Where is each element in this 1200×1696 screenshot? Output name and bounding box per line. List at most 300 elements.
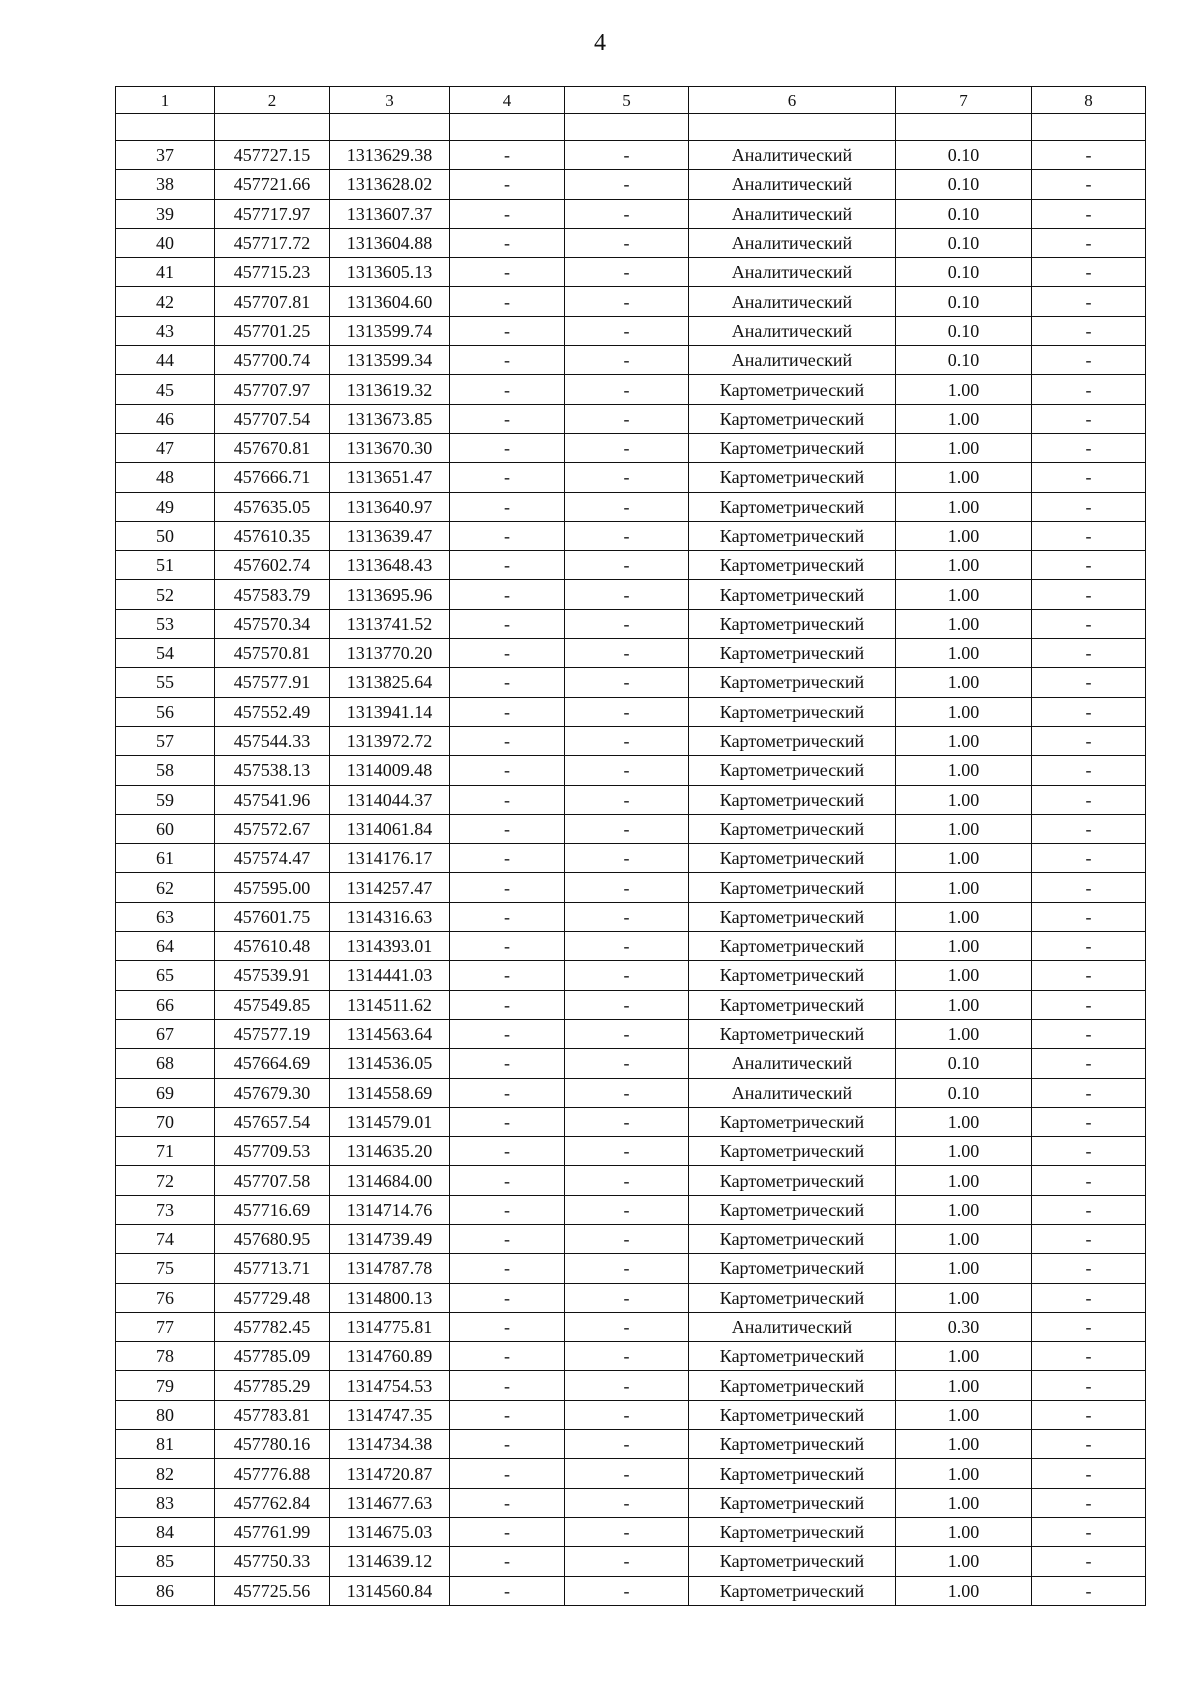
x-coordinate-cell: 457713.71 xyxy=(215,1254,330,1283)
y-coordinate-cell: 1314511.62 xyxy=(330,990,450,1019)
method-cell: Картометрический xyxy=(689,932,896,961)
y-coordinate-cell: 1314720.87 xyxy=(330,1459,450,1488)
table-row xyxy=(116,961,1146,990)
y-coordinate-cell: 1314560.84 xyxy=(330,1576,450,1605)
col4-cell: - xyxy=(450,932,565,961)
x-coordinate-cell: 457785.29 xyxy=(215,1371,330,1400)
col5-cell: - xyxy=(565,228,689,257)
table-row xyxy=(116,1488,1146,1517)
col4-cell: - xyxy=(450,521,565,550)
col8-cell: - xyxy=(1032,1342,1146,1371)
y-coordinate-cell: 1314009.48 xyxy=(330,756,450,785)
col8-cell: - xyxy=(1032,433,1146,462)
table-row xyxy=(116,580,1146,609)
x-coordinate-cell: 457538.13 xyxy=(215,756,330,785)
col4-cell: - xyxy=(450,316,565,345)
y-coordinate-cell: 1314536.05 xyxy=(330,1049,450,1078)
point-number-cell: 50 xyxy=(116,521,215,550)
point-number-cell: 58 xyxy=(116,756,215,785)
point-number-cell: 42 xyxy=(116,287,215,316)
x-coordinate-cell: 457664.69 xyxy=(215,1049,330,1078)
col5-cell: - xyxy=(565,1488,689,1517)
accuracy-cell: 1.00 xyxy=(896,1488,1032,1517)
table-row xyxy=(116,1430,1146,1459)
x-coordinate-cell: 457785.09 xyxy=(215,1342,330,1371)
col5-cell: - xyxy=(565,668,689,697)
col8-cell: - xyxy=(1032,404,1146,433)
y-coordinate-cell: 1314747.35 xyxy=(330,1400,450,1429)
table-row xyxy=(116,844,1146,873)
table-row xyxy=(116,902,1146,931)
col5-cell: - xyxy=(565,902,689,931)
col4-cell: - xyxy=(450,1517,565,1546)
col5-cell: - xyxy=(565,1224,689,1253)
col8-cell: - xyxy=(1032,814,1146,843)
coordinates-table xyxy=(115,86,1146,1606)
col8-cell: - xyxy=(1032,258,1146,287)
col5-cell: - xyxy=(565,1078,689,1107)
point-number-cell: 54 xyxy=(116,639,215,668)
col8-cell: - xyxy=(1032,639,1146,668)
column-header: 4 xyxy=(450,87,565,114)
col5-cell: - xyxy=(565,961,689,990)
col4-cell: - xyxy=(450,668,565,697)
col4-cell: - xyxy=(450,726,565,755)
accuracy-cell: 1.00 xyxy=(896,1547,1032,1576)
table-row xyxy=(116,1547,1146,1576)
col4-cell: - xyxy=(450,873,565,902)
table-row xyxy=(116,346,1146,375)
x-coordinate-cell: 457727.15 xyxy=(215,141,330,170)
x-coordinate-cell: 457701.25 xyxy=(215,316,330,345)
col5-cell: - xyxy=(565,697,689,726)
point-number-cell: 40 xyxy=(116,228,215,257)
col4-cell: - xyxy=(450,1019,565,1048)
accuracy-cell: 0.10 xyxy=(896,316,1032,345)
method-cell: Картометрический xyxy=(689,785,896,814)
point-number-cell: 51 xyxy=(116,551,215,580)
col8-cell: - xyxy=(1032,1049,1146,1078)
x-coordinate-cell: 457670.81 xyxy=(215,433,330,462)
table-row xyxy=(116,1019,1146,1048)
accuracy-cell: 1.00 xyxy=(896,551,1032,580)
method-cell: Картометрический xyxy=(689,1400,896,1429)
empty-cell xyxy=(330,114,450,141)
x-coordinate-cell: 457707.58 xyxy=(215,1166,330,1195)
table-row xyxy=(116,1166,1146,1195)
col8-cell: - xyxy=(1032,1019,1146,1048)
point-number-cell: 53 xyxy=(116,609,215,638)
y-coordinate-cell: 1314579.01 xyxy=(330,1107,450,1136)
x-coordinate-cell: 457666.71 xyxy=(215,463,330,492)
col8-cell: - xyxy=(1032,551,1146,580)
x-coordinate-cell: 457577.91 xyxy=(215,668,330,697)
col4-cell: - xyxy=(450,1371,565,1400)
point-number-cell: 69 xyxy=(116,1078,215,1107)
point-number-cell: 46 xyxy=(116,404,215,433)
col8-cell: - xyxy=(1032,1224,1146,1253)
empty-cell xyxy=(689,114,896,141)
point-number-cell: 75 xyxy=(116,1254,215,1283)
col4-cell: - xyxy=(450,1576,565,1605)
col4-cell: - xyxy=(450,375,565,404)
accuracy-cell: 1.00 xyxy=(896,580,1032,609)
col5-cell: - xyxy=(565,932,689,961)
x-coordinate-cell: 457541.96 xyxy=(215,785,330,814)
table-row xyxy=(116,551,1146,580)
x-coordinate-cell: 457552.49 xyxy=(215,697,330,726)
accuracy-cell: 1.00 xyxy=(896,404,1032,433)
col8-cell: - xyxy=(1032,1166,1146,1195)
col4-cell: - xyxy=(450,141,565,170)
col8-cell: - xyxy=(1032,170,1146,199)
y-coordinate-cell: 1313648.43 xyxy=(330,551,450,580)
method-cell: Картометрический xyxy=(689,873,896,902)
col4-cell: - xyxy=(450,1312,565,1341)
col8-cell: - xyxy=(1032,1312,1146,1341)
col4-cell: - xyxy=(450,697,565,726)
col4-cell: - xyxy=(450,1459,565,1488)
col4-cell: - xyxy=(450,1195,565,1224)
y-coordinate-cell: 1313741.52 xyxy=(330,609,450,638)
x-coordinate-cell: 457761.99 xyxy=(215,1517,330,1546)
col5-cell: - xyxy=(565,873,689,902)
table-row xyxy=(116,199,1146,228)
table-row xyxy=(116,375,1146,404)
accuracy-cell: 1.00 xyxy=(896,1195,1032,1224)
col4-cell: - xyxy=(450,609,565,638)
col5-cell: - xyxy=(565,551,689,580)
col4-cell: - xyxy=(450,1049,565,1078)
method-cell: Картометрический xyxy=(689,1459,896,1488)
x-coordinate-cell: 457717.97 xyxy=(215,199,330,228)
point-number-cell: 38 xyxy=(116,170,215,199)
method-cell: Картометрический xyxy=(689,1137,896,1166)
x-coordinate-cell: 457679.30 xyxy=(215,1078,330,1107)
table-row xyxy=(116,609,1146,638)
col8-cell: - xyxy=(1032,199,1146,228)
y-coordinate-cell: 1314061.84 xyxy=(330,814,450,843)
x-coordinate-cell: 457544.33 xyxy=(215,726,330,755)
point-number-cell: 63 xyxy=(116,902,215,931)
col4-cell: - xyxy=(450,1107,565,1136)
method-cell: Картометрический xyxy=(689,1488,896,1517)
accuracy-cell: 0.10 xyxy=(896,228,1032,257)
y-coordinate-cell: 1314563.64 xyxy=(330,1019,450,1048)
x-coordinate-cell: 457707.97 xyxy=(215,375,330,404)
point-number-cell: 43 xyxy=(116,316,215,345)
method-cell: Картометрический xyxy=(689,1342,896,1371)
page-number: 4 xyxy=(594,30,606,56)
accuracy-cell: 1.00 xyxy=(896,1430,1032,1459)
y-coordinate-cell: 1314316.63 xyxy=(330,902,450,931)
method-cell: Картометрический xyxy=(689,1107,896,1136)
point-number-cell: 70 xyxy=(116,1107,215,1136)
col5-cell: - xyxy=(565,170,689,199)
point-number-cell: 48 xyxy=(116,463,215,492)
accuracy-cell: 1.00 xyxy=(896,1254,1032,1283)
point-number-cell: 64 xyxy=(116,932,215,961)
col8-cell: - xyxy=(1032,1195,1146,1224)
x-coordinate-cell: 457716.69 xyxy=(215,1195,330,1224)
accuracy-cell: 1.00 xyxy=(896,726,1032,755)
y-coordinate-cell: 1313604.60 xyxy=(330,287,450,316)
col8-cell: - xyxy=(1032,844,1146,873)
col4-cell: - xyxy=(450,346,565,375)
x-coordinate-cell: 457595.00 xyxy=(215,873,330,902)
col8-cell: - xyxy=(1032,316,1146,345)
table-row xyxy=(116,697,1146,726)
col5-cell: - xyxy=(565,1459,689,1488)
col4-cell: - xyxy=(450,1342,565,1371)
empty-cell xyxy=(116,114,215,141)
y-coordinate-cell: 1314775.81 xyxy=(330,1312,450,1341)
table-row xyxy=(116,1459,1146,1488)
column-header: 5 xyxy=(565,87,689,114)
empty-cell xyxy=(896,114,1032,141)
col8-cell: - xyxy=(1032,1137,1146,1166)
col4-cell: - xyxy=(450,492,565,521)
y-coordinate-cell: 1314684.00 xyxy=(330,1166,450,1195)
x-coordinate-cell: 457783.81 xyxy=(215,1400,330,1429)
y-coordinate-cell: 1313640.97 xyxy=(330,492,450,521)
accuracy-cell: 1.00 xyxy=(896,1576,1032,1605)
col4-cell: - xyxy=(450,1400,565,1429)
col5-cell: - xyxy=(565,404,689,433)
method-cell: Аналитический xyxy=(689,1078,896,1107)
y-coordinate-cell: 1313599.34 xyxy=(330,346,450,375)
col5-cell: - xyxy=(565,726,689,755)
accuracy-cell: 1.00 xyxy=(896,1224,1032,1253)
accuracy-cell: 1.00 xyxy=(896,1517,1032,1546)
table-row xyxy=(116,756,1146,785)
accuracy-cell: 1.00 xyxy=(896,1400,1032,1429)
y-coordinate-cell: 1313770.20 xyxy=(330,639,450,668)
point-number-cell: 72 xyxy=(116,1166,215,1195)
table-row xyxy=(116,404,1146,433)
table-row xyxy=(116,433,1146,462)
col8-cell: - xyxy=(1032,668,1146,697)
col8-cell: - xyxy=(1032,756,1146,785)
col4-cell: - xyxy=(450,1488,565,1517)
accuracy-cell: 1.00 xyxy=(896,463,1032,492)
col5-cell: - xyxy=(565,1517,689,1546)
accuracy-cell: 1.00 xyxy=(896,375,1032,404)
col5-cell: - xyxy=(565,785,689,814)
method-cell: Картометрический xyxy=(689,580,896,609)
col8-cell: - xyxy=(1032,1283,1146,1312)
y-coordinate-cell: 1313604.88 xyxy=(330,228,450,257)
x-coordinate-cell: 457700.74 xyxy=(215,346,330,375)
col4-cell: - xyxy=(450,902,565,931)
accuracy-cell: 0.10 xyxy=(896,141,1032,170)
col4-cell: - xyxy=(450,990,565,1019)
col5-cell: - xyxy=(565,814,689,843)
table-row xyxy=(116,258,1146,287)
y-coordinate-cell: 1314739.49 xyxy=(330,1224,450,1253)
x-coordinate-cell: 457635.05 xyxy=(215,492,330,521)
column-header: 3 xyxy=(330,87,450,114)
point-number-cell: 78 xyxy=(116,1342,215,1371)
table-row xyxy=(116,726,1146,755)
accuracy-cell: 0.10 xyxy=(896,170,1032,199)
accuracy-cell: 1.00 xyxy=(896,1371,1032,1400)
method-cell: Аналитический xyxy=(689,199,896,228)
x-coordinate-cell: 457657.54 xyxy=(215,1107,330,1136)
col4-cell: - xyxy=(450,1283,565,1312)
col5-cell: - xyxy=(565,844,689,873)
col4-cell: - xyxy=(450,844,565,873)
method-cell: Картометрический xyxy=(689,990,896,1019)
method-cell: Картометрический xyxy=(689,726,896,755)
col5-cell: - xyxy=(565,433,689,462)
y-coordinate-cell: 1313619.32 xyxy=(330,375,450,404)
table-row xyxy=(116,287,1146,316)
empty-cell xyxy=(565,114,689,141)
col5-cell: - xyxy=(565,1400,689,1429)
accuracy-cell: 1.00 xyxy=(896,844,1032,873)
col5-cell: - xyxy=(565,756,689,785)
table-row xyxy=(116,1137,1146,1166)
col5-cell: - xyxy=(565,639,689,668)
method-cell: Картометрический xyxy=(689,1166,896,1195)
accuracy-cell: 1.00 xyxy=(896,902,1032,931)
column-header: 7 xyxy=(896,87,1032,114)
col8-cell: - xyxy=(1032,932,1146,961)
accuracy-cell: 1.00 xyxy=(896,814,1032,843)
col4-cell: - xyxy=(450,814,565,843)
method-cell: Картометрический xyxy=(689,463,896,492)
col8-cell: - xyxy=(1032,1576,1146,1605)
point-number-cell: 56 xyxy=(116,697,215,726)
method-cell: Картометрический xyxy=(689,551,896,580)
accuracy-cell: 1.00 xyxy=(896,639,1032,668)
table-row xyxy=(116,228,1146,257)
table-row xyxy=(116,463,1146,492)
x-coordinate-cell: 457782.45 xyxy=(215,1312,330,1341)
method-cell: Картометрический xyxy=(689,844,896,873)
point-number-cell: 41 xyxy=(116,258,215,287)
col5-cell: - xyxy=(565,258,689,287)
y-coordinate-cell: 1314176.17 xyxy=(330,844,450,873)
point-number-cell: 71 xyxy=(116,1137,215,1166)
col5-cell: - xyxy=(565,990,689,1019)
y-coordinate-cell: 1314754.53 xyxy=(330,1371,450,1400)
x-coordinate-cell: 457776.88 xyxy=(215,1459,330,1488)
x-coordinate-cell: 457780.16 xyxy=(215,1430,330,1459)
col5-cell: - xyxy=(565,1371,689,1400)
col5-cell: - xyxy=(565,1166,689,1195)
point-number-cell: 77 xyxy=(116,1312,215,1341)
accuracy-cell: 1.00 xyxy=(896,668,1032,697)
table-row xyxy=(116,668,1146,697)
x-coordinate-cell: 457570.34 xyxy=(215,609,330,638)
y-coordinate-cell: 1314393.01 xyxy=(330,932,450,961)
table-row xyxy=(116,1371,1146,1400)
col5-cell: - xyxy=(565,1283,689,1312)
y-coordinate-cell: 1314760.89 xyxy=(330,1342,450,1371)
col4-cell: - xyxy=(450,463,565,492)
x-coordinate-cell: 457602.74 xyxy=(215,551,330,580)
point-number-cell: 84 xyxy=(116,1517,215,1546)
col8-cell: - xyxy=(1032,873,1146,902)
col8-cell: - xyxy=(1032,1547,1146,1576)
y-coordinate-cell: 1314441.03 xyxy=(330,961,450,990)
method-cell: Картометрический xyxy=(689,1283,896,1312)
col5-cell: - xyxy=(565,1195,689,1224)
x-coordinate-cell: 457610.48 xyxy=(215,932,330,961)
table-row xyxy=(116,873,1146,902)
method-cell: Аналитический xyxy=(689,316,896,345)
col4-cell: - xyxy=(450,258,565,287)
method-cell: Аналитический xyxy=(689,287,896,316)
method-cell: Аналитический xyxy=(689,1049,896,1078)
col8-cell: - xyxy=(1032,287,1146,316)
x-coordinate-cell: 457570.81 xyxy=(215,639,330,668)
col5-cell: - xyxy=(565,1107,689,1136)
x-coordinate-cell: 457610.35 xyxy=(215,521,330,550)
col5-cell: - xyxy=(565,609,689,638)
table-row xyxy=(116,785,1146,814)
y-coordinate-cell: 1313628.02 xyxy=(330,170,450,199)
accuracy-cell: 1.00 xyxy=(896,873,1032,902)
method-cell: Аналитический xyxy=(689,346,896,375)
accuracy-cell: 0.10 xyxy=(896,1078,1032,1107)
col8-cell: - xyxy=(1032,1488,1146,1517)
col5-cell: - xyxy=(565,1576,689,1605)
point-number-cell: 85 xyxy=(116,1547,215,1576)
col5-cell: - xyxy=(565,346,689,375)
method-cell: Картометрический xyxy=(689,639,896,668)
accuracy-cell: 1.00 xyxy=(896,1019,1032,1048)
point-number-cell: 61 xyxy=(116,844,215,873)
point-number-cell: 55 xyxy=(116,668,215,697)
accuracy-cell: 0.10 xyxy=(896,258,1032,287)
table-row xyxy=(116,932,1146,961)
x-coordinate-cell: 457707.81 xyxy=(215,287,330,316)
point-number-cell: 81 xyxy=(116,1430,215,1459)
method-cell: Картометрический xyxy=(689,961,896,990)
point-number-cell: 66 xyxy=(116,990,215,1019)
table-row xyxy=(116,1224,1146,1253)
table-row xyxy=(116,492,1146,521)
point-number-cell: 57 xyxy=(116,726,215,755)
x-coordinate-cell: 457583.79 xyxy=(215,580,330,609)
col8-cell: - xyxy=(1032,1517,1146,1546)
col8-cell: - xyxy=(1032,726,1146,755)
y-coordinate-cell: 1313670.30 xyxy=(330,433,450,462)
y-coordinate-cell: 1314044.37 xyxy=(330,785,450,814)
y-coordinate-cell: 1314257.47 xyxy=(330,873,450,902)
col8-cell: - xyxy=(1032,1107,1146,1136)
table-row xyxy=(116,521,1146,550)
point-number-cell: 86 xyxy=(116,1576,215,1605)
method-cell: Картометрический xyxy=(689,814,896,843)
column-header: 2 xyxy=(215,87,330,114)
y-coordinate-cell: 1314800.13 xyxy=(330,1283,450,1312)
accuracy-cell: 1.00 xyxy=(896,932,1032,961)
point-number-cell: 45 xyxy=(116,375,215,404)
point-number-cell: 52 xyxy=(116,580,215,609)
method-cell: Картометрический xyxy=(689,492,896,521)
x-coordinate-cell: 457729.48 xyxy=(215,1283,330,1312)
accuracy-cell: 1.00 xyxy=(896,521,1032,550)
col8-cell: - xyxy=(1032,609,1146,638)
x-coordinate-cell: 457721.66 xyxy=(215,170,330,199)
y-coordinate-cell: 1314677.63 xyxy=(330,1488,450,1517)
table-row xyxy=(116,1049,1146,1078)
method-cell: Картометрический xyxy=(689,902,896,931)
